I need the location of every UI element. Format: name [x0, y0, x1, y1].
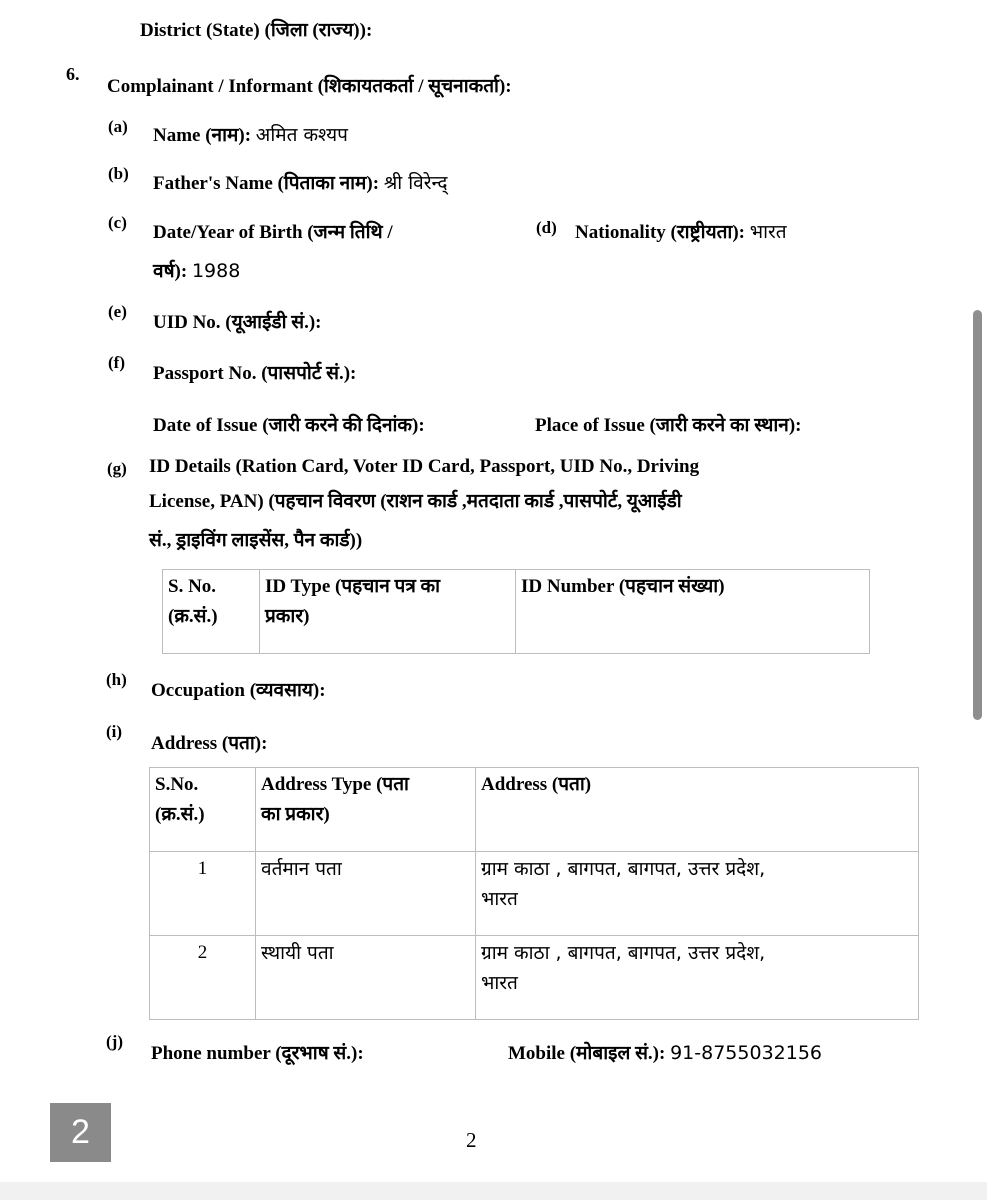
- name-value: अमित कश्यप: [255, 124, 348, 146]
- address-table-type-header-line1: Address Type (पता: [261, 774, 409, 795]
- father-value: श्री विरेन्द्: [383, 172, 448, 194]
- section-title: Complainant / Informant (शिकायतकर्ता / सूचनाकर्ता):: [107, 76, 512, 97]
- id-table-sno-header-line1: S. No.: [168, 576, 217, 597]
- address-row-type: वर्तमान पता: [256, 852, 476, 936]
- id-table-type-header-line1: ID Type (पहचान पत्र का: [265, 576, 441, 597]
- address-row-sno: 2: [150, 936, 256, 1020]
- marker-j: (j): [106, 1032, 123, 1051]
- address-table-sno-header: [150, 768, 256, 852]
- address-table-type-header-line2: का प्रकार): [261, 804, 330, 825]
- id-table-type-header-line2: प्रकार): [265, 606, 310, 627]
- address-table-address-header: Address (पता): [476, 768, 919, 852]
- mobile-value: 91-8755032156: [670, 1042, 823, 1064]
- address-table-type-header: [256, 768, 476, 852]
- dob-label-line2: वर्ष):: [153, 261, 188, 282]
- phone-label: Phone number (दूरभाष सं.):: [151, 1043, 364, 1064]
- father-field: [153, 169, 447, 195]
- page-indicator-badge: 2: [50, 1103, 111, 1162]
- dob-label-line1: Date/Year of Birth (जन्म तिथि /: [153, 222, 393, 243]
- table-row: [150, 936, 919, 1020]
- address-row-address: [476, 936, 919, 1020]
- marker-a: (a): [108, 117, 128, 136]
- address-table-sno-header-line2: (क्र.सं.): [155, 804, 205, 825]
- nationality-field: [575, 218, 787, 244]
- marker-i: (i): [106, 722, 123, 741]
- name-field: [153, 121, 348, 147]
- id-table: [162, 569, 870, 654]
- passport-label: Passport No. (पासपोर्ट सं.):: [153, 363, 357, 384]
- id-table-sno-header: [163, 570, 260, 654]
- address-row-address-line2: भारत: [481, 972, 518, 994]
- id-table-header-row: [163, 570, 870, 654]
- marker-f: (f): [108, 353, 125, 372]
- dob-field-line2: [153, 257, 240, 283]
- marker-c: (c): [108, 213, 127, 232]
- id-details-line3: सं., ड्राइविंग लाइसेंस, पैन कार्ड)): [149, 530, 363, 551]
- district-label: District (State) (जिला (राज्य)):: [140, 20, 373, 41]
- father-label: Father's Name (पिताका नाम):: [153, 173, 380, 194]
- mobile-label: Mobile (मोबाइल सं.):: [508, 1043, 666, 1064]
- address-row-address-line1: ग्राम काठा , बागपत, बागपत, उत्तर प्रदेश,: [481, 858, 766, 880]
- address-row-address-line1: ग्राम काठा , बागपत, बागपत, उत्तर प्रदेश,: [481, 942, 766, 964]
- address-row-type: स्थायी पता: [256, 936, 476, 1020]
- address-row-address-line2: भारत: [481, 888, 518, 910]
- id-details-line1: ID Details (Ration Card, Voter ID Card, Passport, UID No., Driving: [149, 456, 700, 477]
- id-table-type-header: [260, 570, 516, 654]
- date-of-issue-label: Date of Issue (जारी करने की दिनांक):: [153, 415, 425, 436]
- place-of-issue-label: Place of Issue (जारी करने का स्थान):: [535, 415, 802, 436]
- address-row-address: [476, 852, 919, 936]
- mobile-field: [508, 1039, 822, 1065]
- page-number: 2: [466, 1128, 477, 1152]
- address-label: Address (पता):: [151, 733, 268, 754]
- address-table-sno-header-line1: S.No.: [155, 774, 199, 795]
- address-table-header-row: [150, 768, 919, 852]
- id-details-line2: License, PAN) (पहचान विवरण (राशन कार्ड ,मतदाता कार्ड ,पासपोर्ट, यूआईडी: [149, 491, 682, 512]
- nationality-value: भारत: [749, 221, 787, 243]
- marker-g: (g): [107, 459, 127, 478]
- id-table-sno-header-line2: (क्र.सं.): [168, 606, 218, 627]
- nationality-label: Nationality (राष्ट्रीयता):: [575, 222, 745, 243]
- occupation-label: Occupation (व्यवसाय):: [151, 680, 326, 701]
- marker-b: (b): [108, 164, 129, 183]
- marker-d: (d): [536, 218, 557, 237]
- marker-h: (h): [106, 670, 127, 689]
- address-row-sno: 1: [150, 852, 256, 936]
- dob-value: 1988: [191, 260, 241, 282]
- address-table: [149, 767, 919, 1020]
- section-number: 6.: [66, 64, 80, 84]
- marker-e: (e): [108, 302, 127, 321]
- name-label: Name (नाम):: [153, 125, 252, 146]
- id-table-number-header: ID Number (पहचान संख्या): [516, 570, 870, 654]
- table-row: [150, 852, 919, 936]
- uid-label: UID No. (यूआईडी सं.):: [153, 312, 322, 333]
- footer-band: [0, 1182, 987, 1200]
- vertical-scrollbar[interactable]: [973, 310, 982, 720]
